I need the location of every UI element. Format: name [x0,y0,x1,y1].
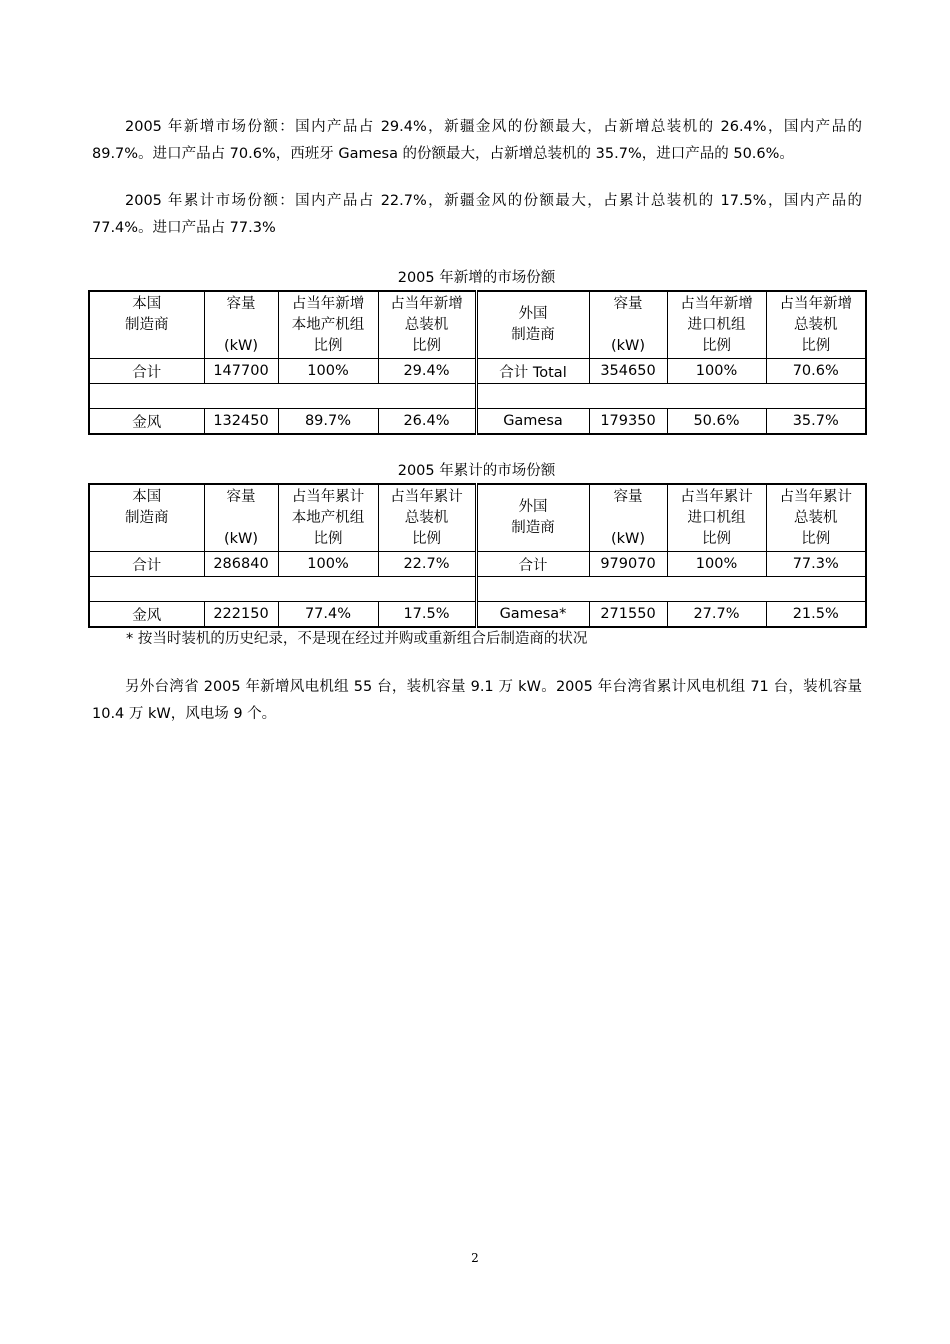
cell-empty [89,577,476,602]
header-share-local: 占当年累计 本地产机组 比例 [278,484,378,552]
cell: 354650 [589,359,667,384]
cell: 89.7% [278,409,378,435]
cell-empty [476,577,866,602]
cell: 100% [667,552,766,577]
cell: 70.6% [766,359,866,384]
header-capacity: 容量 (kW) [204,484,278,552]
header-share-total: 占当年累计 总装机 比例 [378,484,476,552]
cell: 147700 [204,359,278,384]
cell: 26.4% [378,409,476,435]
cell: 合计 Total [476,359,589,384]
cell: 21.5% [766,602,866,628]
cell: 22.7% [378,552,476,577]
table-cumulative-share-caption: 2005 年累计的市场份额 [397,463,556,479]
table-header-row [89,484,866,552]
header-share-import: 占当年累计 进口机组 比例 [667,484,766,552]
cell: 17.5% [378,602,476,628]
cell: 979070 [589,552,667,577]
table-cumulative-market-share [88,483,867,628]
header-capacity-foreign: 容量 (kW) [589,484,667,552]
header-share-total: 占当年新增 总装机 比例 [378,291,476,359]
table-total-row [89,359,866,384]
cell: 100% [278,552,378,577]
table-footnote: * 按当时装机的历史纪录，不是现在经过并购或重新组合后制造商的状况 [126,631,588,647]
header-share-total-foreign: 占当年新增 总装机 比例 [766,291,866,359]
cell: 金风 [89,602,204,628]
paragraph-new-market-share: 2005 年新增市场份额：国内产品占 29.4%，新疆金风的份额最大，占新增总装机的 26.4%，国内产品的 89.7%。进口产品占 70.6%，西班牙 Gamesa 的份额最大，占新增总装机的 35.7%，进口产品的 50.6%。 [92,119,862,162]
cell: 222150 [204,602,278,628]
cell: 179350 [589,409,667,435]
header-share-total-foreign: 占当年累计 总装机 比例 [766,484,866,552]
paragraph-taiwan: 另外台湾省 2005 年新增风电机组 55 台，装机容量 9.1 万 kW。2005 年台湾省累计风电机组 71 台，装机容量 10.4 万 kW，风电场 9 个。 [92,679,862,722]
header-domestic-maker: 本国 制造商 [89,484,204,552]
cell-empty [89,384,476,409]
table-header-row [89,291,866,359]
header-share-local: 占当年新增 本地产机组 比例 [278,291,378,359]
table-new-market-share [88,290,867,435]
cell: 77.4% [278,602,378,628]
cell: 50.6% [667,409,766,435]
header-foreign-maker: 外国 制造商 [476,484,589,552]
page-number: 2 [471,1251,479,1265]
cell: Gamesa [476,409,589,435]
header-capacity: 容量 (kW) [204,291,278,359]
table-blank-row [89,577,866,602]
header-capacity-foreign: 容量 (kW) [589,291,667,359]
cell: 77.3% [766,552,866,577]
cell: 27.7% [667,602,766,628]
cell: 金风 [89,409,204,435]
header-foreign-maker: 外国 制造商 [476,291,589,359]
table-blank-row [89,384,866,409]
table-row [89,602,866,628]
cell: 合计 [476,552,589,577]
cell: 100% [667,359,766,384]
cell: 286840 [204,552,278,577]
cell: 132450 [204,409,278,435]
header-share-import: 占当年新增 进口机组 比例 [667,291,766,359]
cell: Gamesa* [476,602,589,628]
cell: 合计 [89,359,204,384]
cell: 合计 [89,552,204,577]
cell: 35.7% [766,409,866,435]
cell: 29.4% [378,359,476,384]
paragraph-cumulative-market-share: 2005 年累计市场份额：国内产品占 22.7%，新疆金风的份额最大，占累计总装机的 17.5%，国内产品的 77.4%。进口产品占 77.3% [92,193,862,236]
cell-empty [476,384,866,409]
table-total-row [89,552,866,577]
cell: 271550 [589,602,667,628]
header-domestic-maker: 本国 制造商 [89,291,204,359]
cell: 100% [278,359,378,384]
table-row [89,409,866,435]
table-new-share-caption: 2005 年新增的市场份额 [397,270,556,286]
